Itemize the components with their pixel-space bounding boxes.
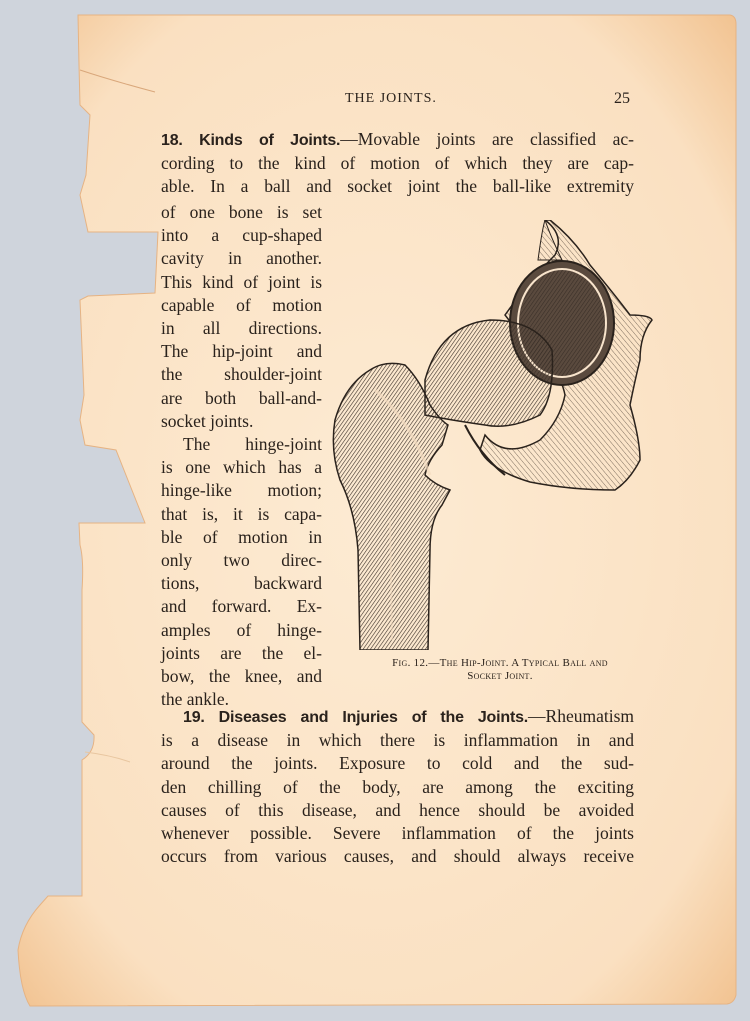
caption-line: Socket Joint. bbox=[467, 670, 533, 682]
text-line: causes of this disease, and hence should be avoided bbox=[161, 799, 634, 820]
text-line: able. In a ball and socket joint the ball-like extremity bbox=[161, 176, 634, 197]
text-line: of one bone is set bbox=[161, 202, 322, 222]
text-line: is one which has a bbox=[161, 457, 322, 478]
hip-joint-illustration bbox=[330, 220, 660, 650]
text-line: hinge-like motion; bbox=[161, 480, 322, 501]
text-line: cording to the kind of motion of which they are cap- bbox=[161, 153, 634, 174]
text-line: amples of hinge- bbox=[161, 619, 322, 640]
text-line: around the joints. Exposure to cold and the sud- bbox=[161, 753, 634, 774]
text-line: This kind of joint is bbox=[161, 271, 322, 292]
text-line: into a cup-shaped bbox=[161, 225, 322, 246]
text-line: the ankle. bbox=[161, 689, 230, 710]
running-header: THE JOINTS. bbox=[345, 91, 437, 106]
page-number: 25 bbox=[614, 90, 630, 107]
text-line: only two direc- bbox=[161, 550, 322, 571]
text-line: 18. Kinds of Joints.—Movable joints are classified ac- bbox=[161, 129, 634, 149]
text-line: tions, backward bbox=[161, 573, 322, 594]
text-line: ble of motion in bbox=[161, 526, 322, 547]
caption-line: Fig. 12.—The Hip-Joint. A Typical Ball and bbox=[392, 657, 608, 669]
text-line: are both ball-and- bbox=[161, 387, 322, 408]
section-18-intro bbox=[161, 128, 634, 199]
text-line: occurs from various causes, and should always receive bbox=[161, 846, 634, 867]
text-line: The hinge-joint bbox=[183, 434, 322, 455]
section-19-text bbox=[161, 705, 634, 868]
section-18-heading: 18. Kinds of Joints. bbox=[161, 132, 341, 149]
text-line: 19. Diseases and Injuries of the Joints.—Rheumatism bbox=[183, 706, 634, 726]
text-line: whenever possible. Severe inflammation of the joints bbox=[161, 823, 634, 844]
text-line: that is, it is capa- bbox=[161, 503, 322, 524]
section-19-heading: 19. Diseases and Injuries of the Joints. bbox=[183, 709, 529, 726]
text-line: in all directions. bbox=[161, 318, 322, 339]
text-line: cavity in another. bbox=[161, 248, 322, 269]
text-line: joints are the el- bbox=[161, 642, 322, 663]
text-line: capable of motion bbox=[161, 294, 322, 315]
text-line: bow, the knee, and bbox=[161, 666, 322, 687]
text-line: The hip-joint and bbox=[161, 341, 322, 362]
text-line: the shoulder-joint bbox=[161, 364, 322, 385]
text-line: is a disease in which there is inflammation in and bbox=[161, 730, 634, 751]
text-line: and forward. Ex- bbox=[161, 596, 322, 617]
figure-caption bbox=[350, 657, 650, 683]
section-18-column-text bbox=[161, 201, 322, 711]
text-line: socket joints. bbox=[161, 410, 254, 431]
femur-head-neck bbox=[425, 320, 553, 426]
text-line: den chilling of the body, are among the exciting bbox=[161, 776, 634, 797]
